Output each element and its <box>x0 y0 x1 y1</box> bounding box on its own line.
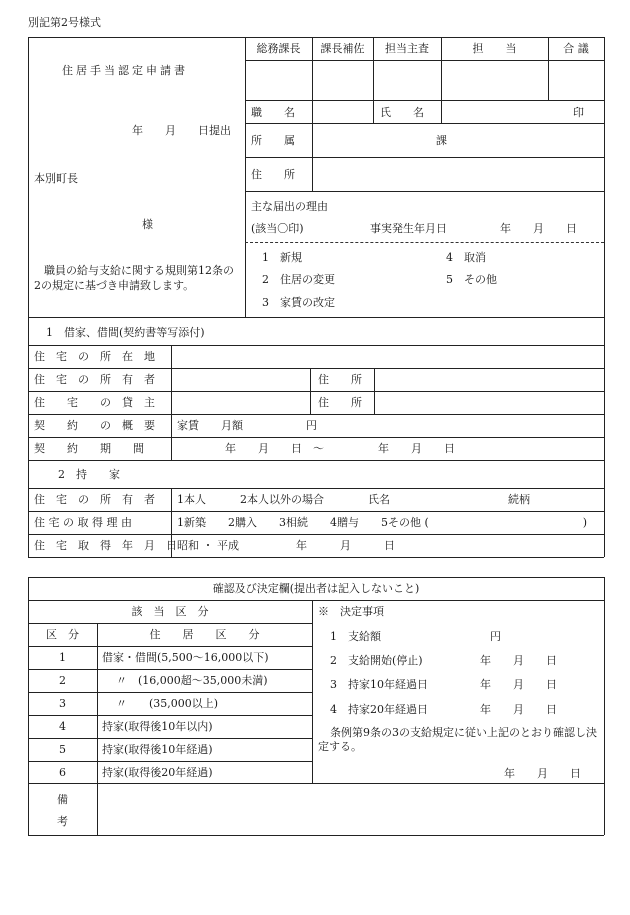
seal-mark: 印 <box>573 106 584 119</box>
decision-amount-yen: 円 <box>490 630 501 643</box>
reason-title: 主な届出の理由 <box>251 200 328 213</box>
decision-10yr-date: 年 月 日 <box>480 678 557 691</box>
category-no: 2 <box>59 674 66 687</box>
owned-section-title: 2 持 家 <box>58 468 120 481</box>
period-start: 年 月 日 〜 <box>225 442 324 455</box>
decision-date: 年 月 日 <box>504 767 581 780</box>
category-header: 該 当 区 分 <box>131 605 209 618</box>
category-no: 1 <box>59 651 66 664</box>
decision-10yr-label: 3 持家10年経過日 <box>330 678 428 691</box>
decision-text: 条例第9条の3の支給規定に従い上記のとおり確認し決定する。 <box>318 726 597 753</box>
reason-option-cancel: 4 取消 <box>446 251 486 264</box>
rental-row-lender: 住 宅 の 貸 主 <box>34 396 155 409</box>
decision-start-date: 年 月 日 <box>480 654 557 667</box>
approval-header-staff: 担 当 <box>472 42 517 55</box>
decision-amount-label: 1 支給額 <box>330 630 381 643</box>
reason-option-new: 1 新規 <box>262 251 302 264</box>
remarks-label-2: 考 <box>57 815 68 828</box>
remarks-label-1: 備 <box>57 793 68 806</box>
section-suffix: 課 <box>436 134 447 147</box>
category-desc: 借家・借間(5,500〜16,000以下) <box>102 651 269 664</box>
period-end: 年 月 日 <box>378 442 455 455</box>
category-desc: 〃 (35,000以上) <box>116 697 219 710</box>
category-desc: 〃 (16,000超〜35,000未満) <box>116 674 268 687</box>
acquire-date: 年 月 日 <box>296 539 395 552</box>
decision-title: ※ 決定事項 <box>318 605 384 618</box>
rental-row-period: 契 約 期 間 <box>34 442 144 455</box>
reason-option-rent: 3 家賃の改定 <box>262 296 335 309</box>
approval-header-general-affairs: 総務課長 <box>256 42 301 55</box>
confirm-title: 確認及び決定欄(提出者は記入しないこと) <box>212 582 420 595</box>
approval-header-consult: 合 議 <box>563 42 589 55</box>
category-no: 4 <box>59 720 66 733</box>
rent-label: 家賃 月額 <box>177 419 243 432</box>
address-label: 住 所 <box>251 168 295 181</box>
decision-20yr-label: 4 持家20年経過日 <box>330 703 428 716</box>
form-number: 別記第2号様式 <box>28 16 101 29</box>
approval-header-deputy: 課長補佐 <box>320 42 365 55</box>
reason-option-other: 5 その他 <box>446 273 497 286</box>
event-date-label: 事実発生年月日 <box>370 222 447 235</box>
reason-option-change: 2 住居の変更 <box>262 273 335 286</box>
addressee-sama: 様 <box>142 218 153 231</box>
category-desc: 持家(取得後10年経過) <box>102 743 213 756</box>
lender-address-label: 住 所 <box>318 396 362 409</box>
acquire-reasons: 1新築 2購入 3相続 4贈与 5その他 ( ) <box>177 516 588 529</box>
rental-row-summary: 契 約 の 概 要 <box>34 419 155 432</box>
decision-start-label: 2 支給開始(停止) <box>330 654 423 667</box>
owned-row-reason: 住 宅 の 取 得 理 由 <box>34 516 132 529</box>
category-desc: 持家(取得後20年経過) <box>102 766 213 779</box>
col-division: 区 分 <box>46 628 79 641</box>
owner-address-label: 住 所 <box>318 373 362 386</box>
category-desc: 持家(取得後10年以内) <box>102 720 213 733</box>
col-residence: 住 居 区 分 <box>149 628 260 641</box>
addressee-org: 本別町長 <box>34 172 78 185</box>
owner-name-label: 氏名 <box>368 493 390 506</box>
rental-row-location: 住 宅 の 所 在 地 <box>34 350 155 363</box>
approval-header-chief: 担当主査 <box>385 42 429 55</box>
rent-yen: 円 <box>306 419 317 432</box>
request-text: 職員の給与支給に関する規則第12条の2の規定に基づき申請致します。 <box>34 264 234 292</box>
owner-relation-label: 続柄 <box>508 493 530 506</box>
category-no: 6 <box>59 766 66 779</box>
acquire-era: 昭和 ・ 平成 <box>177 539 239 552</box>
affiliation-label: 所 属 <box>251 134 295 147</box>
form-title: 住居手当認定申請書 <box>62 64 188 77</box>
event-date-value: 年 月 日 <box>500 222 577 235</box>
name-label: 氏 名 <box>380 106 424 119</box>
reason-mark-note: (該当〇印) <box>251 222 304 235</box>
rental-section-title: 1 借家、借間(契約書等写添付) <box>46 326 205 339</box>
category-no: 3 <box>59 697 66 710</box>
owned-row-owner: 住 宅 の 所 有 者 <box>34 493 155 506</box>
owner-option-other: 2本人以外の場合 <box>240 493 324 506</box>
rental-row-owner: 住 宅 の 所 有 者 <box>34 373 155 386</box>
decision-20yr-date: 年 月 日 <box>480 703 557 716</box>
owner-option-self: 1本人 <box>177 493 206 506</box>
owned-row-date: 住 宅 取 得 年 月 日 <box>34 539 177 552</box>
submission-date: 年 月 日提出 <box>132 124 231 137</box>
category-no: 5 <box>59 743 66 756</box>
position-label: 職 名 <box>251 106 295 119</box>
